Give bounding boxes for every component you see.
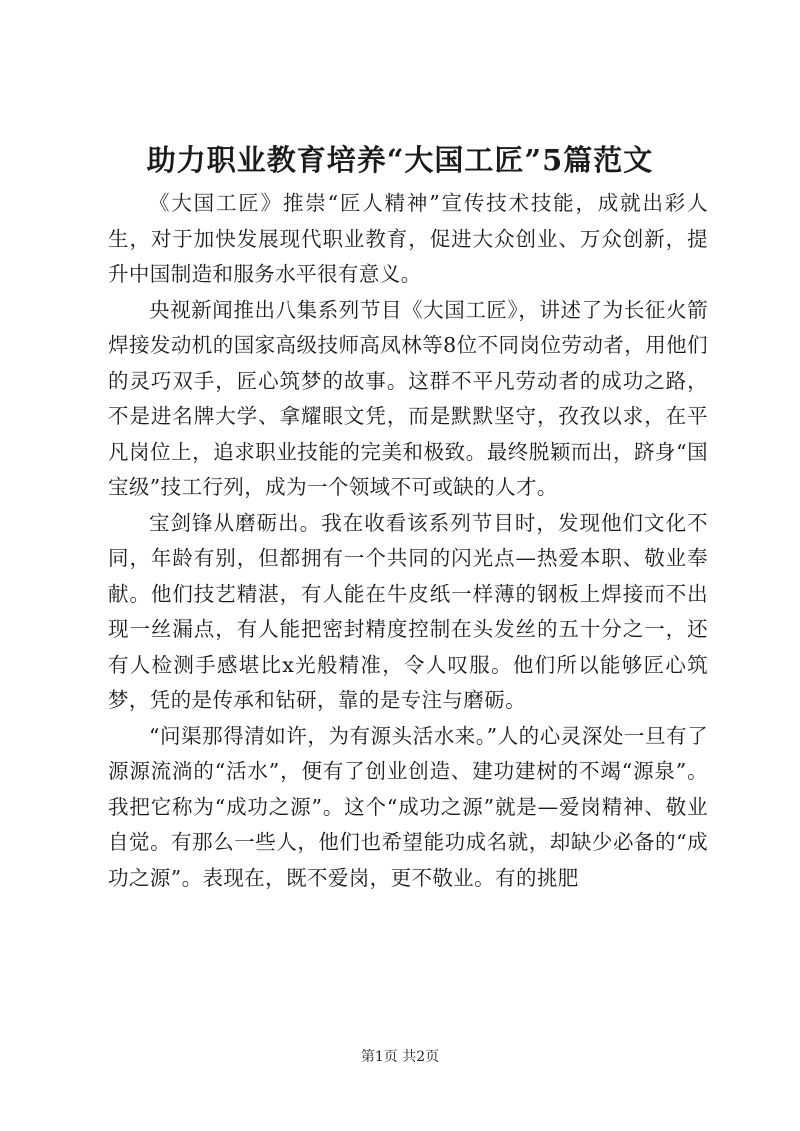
paragraph-2: 央视新闻推出八集系列节目《大国工匠》，讲述了为长征火箭焊接发动机的国家高级技师高凤林等8位不同岗位劳动者，用他们的灵巧双手，匠心筑梦的故事。这群不平凡劳动者的成功之路，不是进名牌大学、拿耀眼文凭，而是默默坚守，孜孜以求，在平凡岗位上，追求职业技能的完美和极致。最终脱颖而出，跻身“国宝级”技工行列，成为一个领域不可或缺的人才。	[108, 297, 708, 499]
document-body	[108, 186, 708, 896]
paragraph-4: “问渠那得清如许，为有源头活水来。”人的心灵深处一旦有了源源流淌的“活水”，便有了创业创造、建功建树的不竭“源泉”。我把它称为“成功之源”。这个“成功之源”就是—爱岗精神、敬业自觉。有那么一些人，他们也希望能功成名就，却缺少必备的“成功之源”。表现在，既不爱岗，更不敬业。有的挑肥	[108, 723, 708, 890]
paragraph-1: 《大国工匠》推崇“匠人精神”宣传技术技能，成就出彩人生，对于加快发展现代职业教育，促进大众创业、万众创新，提升中国制造和服务水平很有意义。	[108, 191, 708, 286]
paragraph-3: 宝剑锋从磨砺出。我在收看该系列节目时，发现他们文化不同，年龄有别，但都拥有一个共同的闪光点—热爱本职、敬业奉献。他们技艺精湛，有人能在牛皮纸一样薄的钢板上焊接而不出现一丝漏点，有人能把密封精度控制在头发丝的五十分之一，还有人检测手感堪比x光般精准，令人叹服。他们所以能够匠心筑梦，凭的是传承和钻研，靠的是专注与磨砺。	[108, 510, 708, 712]
page-footer: 第1页 共2页	[360, 1049, 440, 1065]
document-title: 助力职业教育培养“大国工匠”5篇范文	[146, 143, 654, 177]
